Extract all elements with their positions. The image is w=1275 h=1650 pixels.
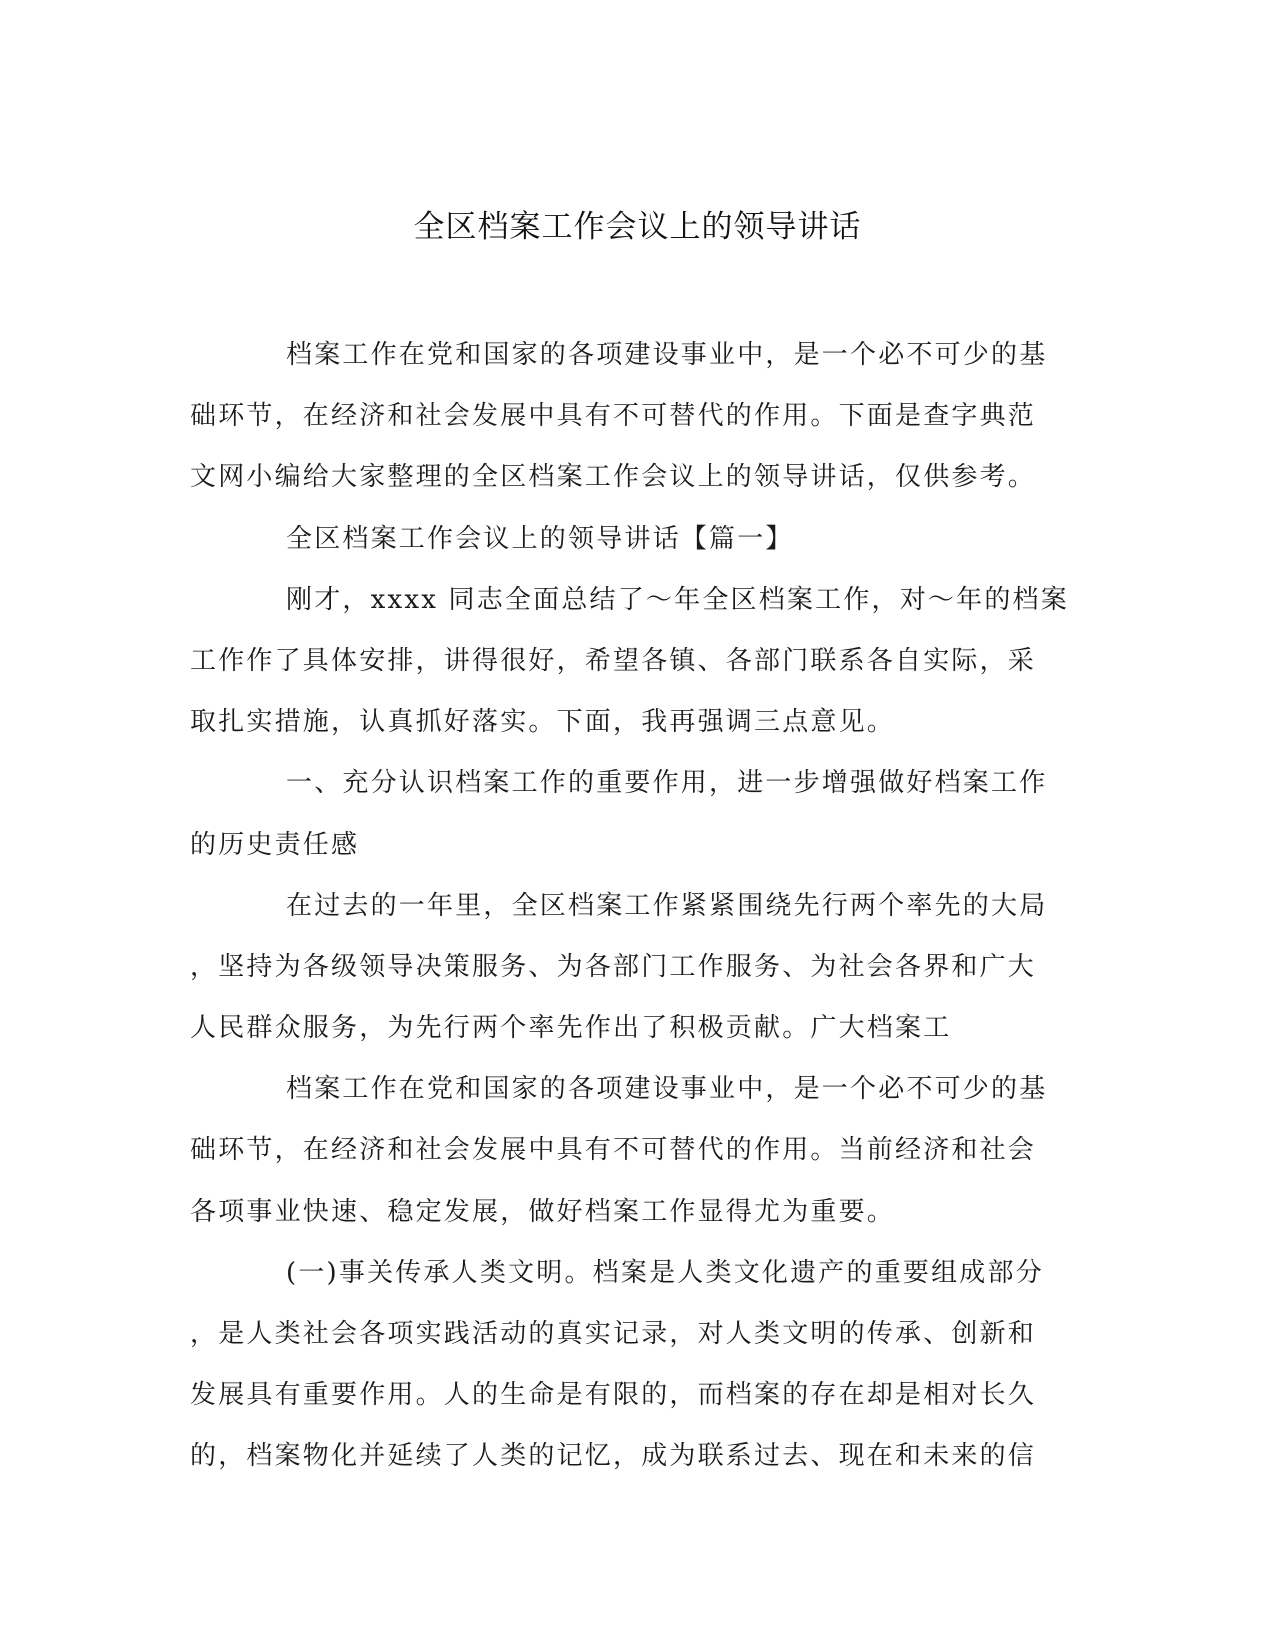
body-line: 取扎实措施，认真抓好落实。下面，我再强调三点意见。 [190, 707, 896, 738]
body-line: 刚才，xxxx 同志全面总结了～年全区档案工作，对～年的档案 [286, 584, 1069, 615]
document-title: 全区档案工作会议上的领导讲话 [413, 209, 862, 245]
body-line: 在过去的一年里，全区档案工作紧紧围绕先行两个率先的大局 [286, 890, 1048, 921]
body-line: 的，档案物化并延续了人类的记忆，成为联系过去、现在和未来的信 [190, 1441, 1037, 1472]
body-line: 人民群众服务，为先行两个率先作出了积极贡献。广大档案工 [190, 1013, 952, 1044]
body-line: 础环节，在经济和社会发展中具有不可替代的作用。当前经济和社会 [190, 1135, 1037, 1166]
body-line: 础环节，在经济和社会发展中具有不可替代的作用。下面是查字典范 [190, 401, 1037, 432]
body-line: 全区档案工作会议上的领导讲话【篇一】 [286, 523, 794, 554]
body-line: 工作作了具体安排，讲得很好，希望各镇、各部门联系各自实际，采 [190, 645, 1037, 676]
body-line: ，坚持为各级领导决策服务、为各部门工作服务、为社会各界和广大 [190, 951, 1037, 982]
body-line: 文网小编给大家整理的全区档案工作会议上的领导讲话，仅供参考。 [190, 462, 1037, 493]
body-line: (一)事关传承人类文明。档案是人类文化遗产的重要组成部分 [286, 1257, 1044, 1288]
body-line: ，是人类社会各项实践活动的真实记录，对人类文明的传承、创新和 [190, 1319, 1037, 1349]
body-line: 的历史责任感 [190, 829, 360, 860]
body-line: 档案工作在党和国家的各项建设事业中，是一个必不可少的基 [286, 1074, 1048, 1105]
body-line: 各项事业快速、稳定发展，做好档案工作显得尤为重要。 [190, 1196, 896, 1227]
body-line: 档案工作在党和国家的各项建设事业中，是一个必不可少的基 [286, 340, 1048, 370]
body-line: 发展具有重要作用。人的生命是有限的，而档案的存在却是相对长久 [190, 1380, 1037, 1411]
body-line: 一、充分认识档案工作的重要作用，进一步增强做好档案工作 [286, 768, 1048, 799]
document-body [190, 325, 1080, 1488]
